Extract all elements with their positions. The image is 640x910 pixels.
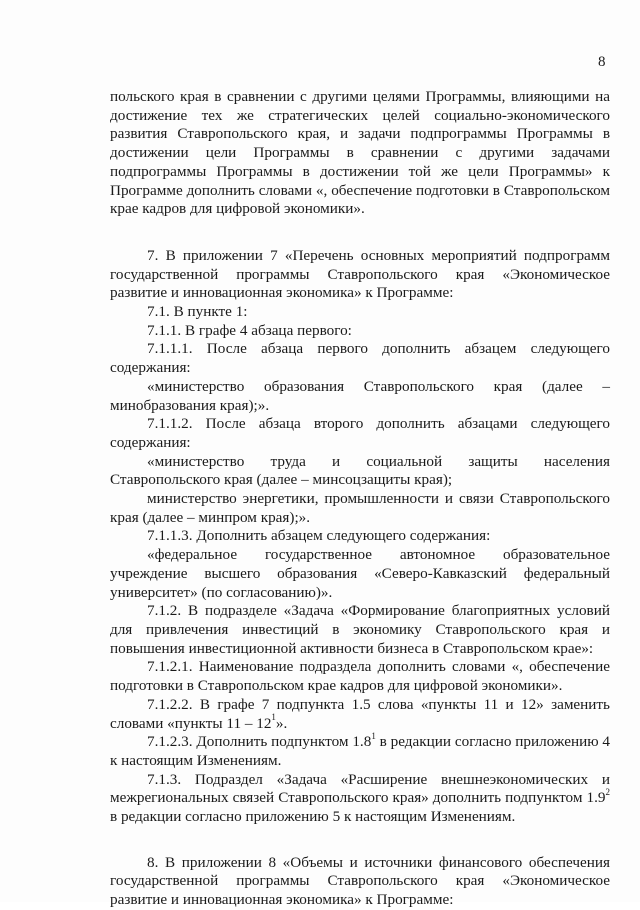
text-run: 8. В приложении 8 «Объемы и источники финансового обеспечения государственной программы Ставропольского края «Экономическое развитие и инновационная экономика» к Программе: xyxy=(110,853,610,909)
text-run: «министерство труда и социальной защиты населения Ставропольского края (далее – минсоцзащиты края); xyxy=(110,452,610,489)
text-run: 7. В приложении 7 «Перечень основных мероприятий подпрограмм государственной программы Ставропольского края «Экономическое развитие и инновационная экономика» к Программе: xyxy=(110,246,610,302)
paragraph-p15 xyxy=(110,733,610,770)
text-run: 7.1.1.3. Дополнить абзацем следующего содержания: xyxy=(147,527,491,545)
paragraph-p2 xyxy=(110,247,610,303)
paragraph-p17 xyxy=(110,854,610,910)
superscript: 2 xyxy=(605,787,610,798)
text-run: 7.1.2.2. В графе 7 подпункта 1.5 слова «пункты 11 и 12» заменить словами «пункты 11 – 12 xyxy=(110,695,610,732)
text-run: в редакции согласно приложению 5 к настоящим Изменениям. xyxy=(110,808,516,826)
text-run: 7.1. В пункте 1: xyxy=(147,303,248,321)
text-run: 7.1.3. Подраздел «Задача «Расширение внешнеэкономических и межрегиональных связей Ставропольского края» дополнить подпунктом 1.9 xyxy=(110,770,610,807)
document-body xyxy=(110,88,610,910)
text-run: ». xyxy=(275,714,288,732)
text-run: 7.1.2.1. Наименование подраздела дополнить словами «, обеспечение подготовки в Ставропольском крае кадров для цифровой экономики». xyxy=(110,658,610,695)
text-run: в редакции согласно приложению 4 к настоящим Изменениям. xyxy=(110,733,610,769)
page-number: 8 xyxy=(598,54,606,70)
text-run: министерство энергетики, промышленности и связи Ставропольского края (далее – минпром края);». xyxy=(110,490,610,526)
text-run: 7.1.1.1. После абзаца первого дополнить абзацем следующего содержания: xyxy=(110,340,610,377)
paragraph-p10 xyxy=(110,527,610,546)
superscript: 1 xyxy=(371,731,376,742)
paragraph-p3 xyxy=(110,303,610,322)
paragraph-gap xyxy=(110,219,610,247)
paragraph-p8 xyxy=(110,453,610,490)
paragraph-p7 xyxy=(110,415,610,452)
paragraph-gap xyxy=(110,827,610,854)
paragraph-p1 xyxy=(110,88,610,219)
paragraph-p9 xyxy=(110,490,610,527)
text-run: 7.1.2.3. Дополнить подпунктом 1.8 xyxy=(147,733,372,751)
paragraph-p4 xyxy=(110,322,610,341)
paragraph-p6 xyxy=(110,378,610,415)
paragraph-p13 xyxy=(110,658,610,695)
text-run: 7.1.1. В графе 4 абзаца первого: xyxy=(147,321,352,339)
paragraph-p5 xyxy=(110,340,610,377)
text-run: «министерство образования Ставропольского края (далее – минобразования края);». xyxy=(110,377,610,414)
superscript: 1 xyxy=(271,712,276,723)
text-run: польского края в сравнении с другими целями Программы, влияющими на достижение тех же стратегических целей социально-экономического развития Ставропольского края, и задачи подпрограммы Программы в достижении цели Программы в сравнении с другими задачами подпрограммы Программы в достижении той же цели Программы» к Программе дополнить словами «, обеспечение подготовки в Ставропольском крае кадров для цифровой экономики». xyxy=(110,88,610,218)
text-run: «федеральное государственное автономное образовательное учреждение высшего образования «Северо-Кавказский федеральный университет» (по согласованию)». xyxy=(110,546,610,601)
text-run: 7.1.1.2. После абзаца второго дополнить абзацами следующего содержания: xyxy=(110,415,610,451)
paragraph-p14 xyxy=(110,696,610,733)
paragraph-p12 xyxy=(110,602,610,658)
paragraph-p11 xyxy=(110,546,610,602)
paragraph-p16 xyxy=(110,771,610,827)
text-run: 7.1.2. В подразделе «Задача «Формирование благоприятных условий для привлечения инвестиций в экономику Ставропольского края и повышения инвестиционной активности бизнеса в Ставропольском крае»: xyxy=(110,602,610,657)
